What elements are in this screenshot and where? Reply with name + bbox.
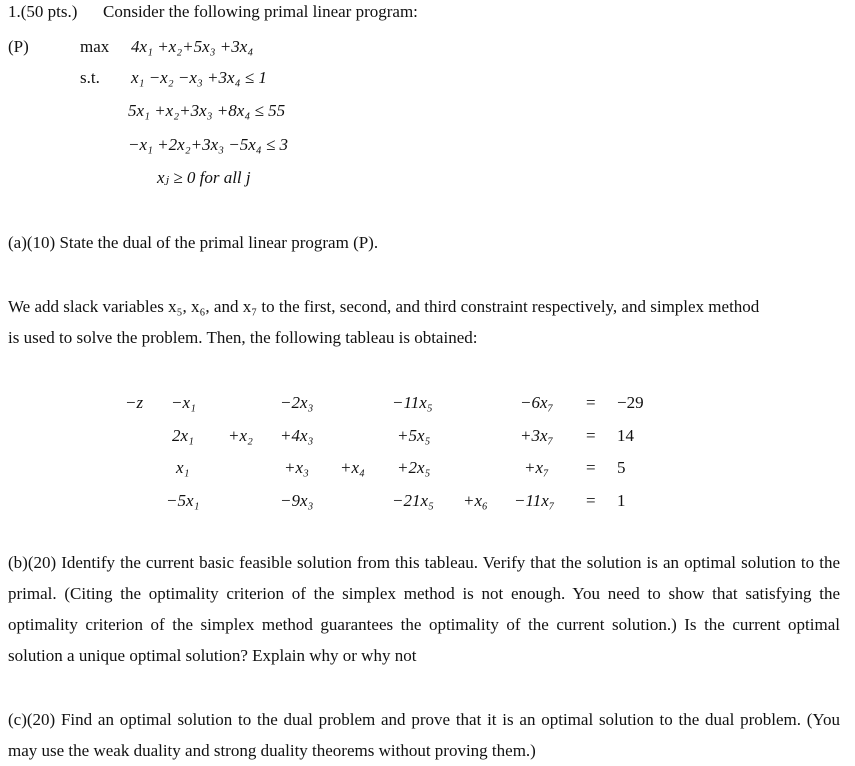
constraint-1: x₁ −x₂ −x₃ +3x₄ ≤ 1: [131, 68, 267, 87]
tableau-cell: −x₁: [171, 393, 196, 412]
tableau-cell: +3x₇: [520, 426, 554, 445]
tableau-cell: 2x₁: [172, 426, 194, 445]
tableau-cell: −11x₇: [514, 491, 555, 510]
tableau-cell: −11x₅: [392, 393, 433, 412]
part-c-question: (c)(20) Find an optimal solution to the dual problem and prove that it is an optimal solution to the dual problem. (You may use the weak duality and strong duality theorems without proving them.): [8, 710, 840, 760]
tableau-cell: =: [586, 426, 596, 445]
tableau-cell: 5: [617, 458, 626, 477]
part-a-question: (a)(10) State the dual of the primal linear program (P).: [8, 233, 379, 252]
constraint-2: 5x₁ +x₂+3x₃ +8x₄ ≤ 55: [128, 101, 286, 120]
slack-intro-line-2: is used to solve the problem. Then, the following tableau is obtained:: [8, 328, 478, 347]
tableau-cell: −z: [125, 393, 144, 412]
tableau-cell: −5x₁: [166, 491, 200, 510]
tableau-cell: +5x₅: [397, 426, 431, 445]
tableau-cell: =: [586, 491, 596, 510]
tableau-cell: −21x₅: [392, 491, 434, 510]
part-b-question: (b)(20) Identify the current basic feasible solution from this tableau. Verify that the solution is an optimal solution to the primal. (Citing the optimality criterion of the simplex method is not enough. You need to show that satisfying the optimality criterion of the simplex method guarantees the optimality of the current solution.) Is the current optimal solution a unique optimal solution? Explain why or why not: [8, 553, 840, 665]
tableau-cell: 14: [617, 426, 634, 445]
problem-intro: Consider the following primal linear program:: [103, 2, 418, 21]
tableau-cell: −2x₃: [280, 393, 314, 412]
tableau-cell: +x₇: [524, 458, 549, 477]
tableau-cell: +x₄: [340, 458, 365, 477]
tableau-cell: x₁: [176, 458, 190, 477]
tableau-cell: +x₆: [463, 491, 488, 510]
tableau-cell: +4x₃: [280, 426, 314, 445]
nonnegativity-constraint: xⱼ ≥ 0 for all j: [157, 168, 251, 187]
objective-function: 4x₁ +x₂+5x₃ +3x₄: [131, 37, 254, 56]
tableau-cell: −6x₇: [520, 393, 554, 412]
subject-to-keyword: s.t.: [80, 68, 100, 87]
tableau-cell: 1: [617, 491, 626, 510]
tableau-cell: +x₃: [284, 458, 309, 477]
tableau-cell: +2x₅: [397, 458, 431, 477]
tableau-cell: =: [586, 393, 596, 412]
primal-label: (P): [8, 37, 29, 56]
tableau-cell: +x₂: [228, 426, 253, 445]
tableau-cell: =: [586, 458, 596, 477]
tableau-cell: −29: [617, 393, 644, 412]
tableau-cell: −9x₃: [280, 491, 314, 510]
slack-intro-line-1: We add slack variables x₅, x₆, and x₇ to the first, second, and third constraint respectively, and simplex method: [8, 297, 760, 316]
constraint-3: −x₁ +2x₂+3x₃ −5x₄ ≤ 3: [128, 135, 289, 154]
max-keyword: max: [80, 37, 110, 56]
problem-number: 1.(50 pts.): [8, 2, 78, 21]
